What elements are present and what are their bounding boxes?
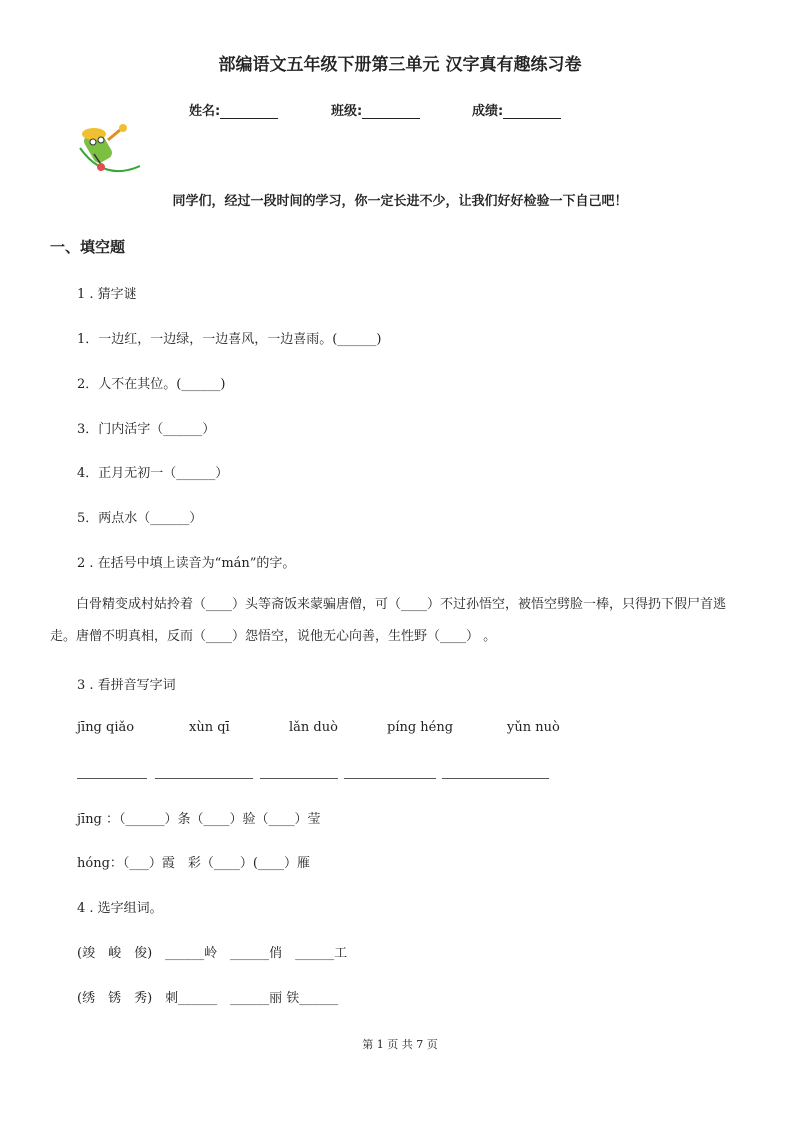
riddle-item: 3．门内活字（______） bbox=[77, 422, 216, 437]
riddle-item: 1．一边红，一边绿，一边喜风，一边喜雨。(______) bbox=[77, 332, 382, 347]
section-heading-fill-in: 一、填空题 bbox=[50, 238, 126, 256]
pinyin-item: lǎn duò bbox=[289, 720, 338, 735]
question-2-title: 2 . 在括号中填上读音为“mán”的字。 bbox=[77, 556, 296, 571]
writing-line[interactable] bbox=[442, 777, 549, 779]
pinyin-item: xùn qī bbox=[189, 720, 230, 735]
page-footer: 第 1 页 共 7 页 bbox=[362, 1038, 438, 1051]
name-field bbox=[189, 100, 278, 119]
writing-line[interactable] bbox=[77, 777, 147, 779]
riddle-item: 4．正月无初一（______） bbox=[77, 466, 229, 481]
pinyin-item: yǔn nuò bbox=[507, 720, 560, 735]
jing-line: jīng ：（______）条（____）验（____）莹 bbox=[77, 812, 321, 827]
question-4-title: 4 . 选字组词。 bbox=[77, 901, 163, 916]
pinyin-item: jīng qiǎo bbox=[77, 720, 135, 735]
riddle-item: 2．人不在其位。(______) bbox=[77, 377, 226, 392]
score-label: 成绩: bbox=[472, 104, 504, 119]
word-choice-row: (绣 锈 秀) 刺______ ______丽 铁______ bbox=[77, 991, 339, 1006]
pinyin-item: píng héng bbox=[387, 720, 454, 735]
class-field bbox=[331, 100, 420, 119]
writing-line[interactable] bbox=[260, 777, 338, 779]
question-3-title: 3 . 看拼音写字词 bbox=[77, 678, 176, 693]
name-blank[interactable] bbox=[220, 105, 278, 119]
question-2-paragraph: 白骨精变成村姑拎着（____）头等斋饭来蒙骗唐僧，可（____）不过孙悟空，被悟空劈脸一棒，只得扔下假尸首逃走。唐僧不明真相，反而（____）怨悟空，说他无心向善，生性野（____） 。 bbox=[50, 597, 727, 644]
pencil-mascot-icon bbox=[74, 120, 146, 182]
word-choice-row: (竣 峻 俊) ______岭 ______俏 ______工 bbox=[77, 946, 348, 961]
hong-line: hóng：（___）霞 彩（____）(____）雁 bbox=[77, 856, 310, 871]
greeting-text: 同学们，经过一段时间的学习，你一定长进不少，让我们好好检验一下自己吧！ bbox=[172, 194, 628, 209]
class-label: 班级: bbox=[331, 104, 363, 119]
name-label: 姓名: bbox=[189, 104, 221, 119]
class-blank[interactable] bbox=[362, 105, 420, 119]
writing-line[interactable] bbox=[155, 777, 253, 779]
score-blank[interactable] bbox=[503, 105, 561, 119]
question-1-title: 1 . 猜字谜 bbox=[77, 287, 137, 302]
page-title: 部编语文五年级下册第三单元 汉字真有趣练习卷 bbox=[218, 55, 582, 75]
writing-line[interactable] bbox=[344, 777, 436, 779]
riddle-item: 5．两点水（______） bbox=[77, 511, 203, 526]
score-field bbox=[472, 100, 561, 119]
